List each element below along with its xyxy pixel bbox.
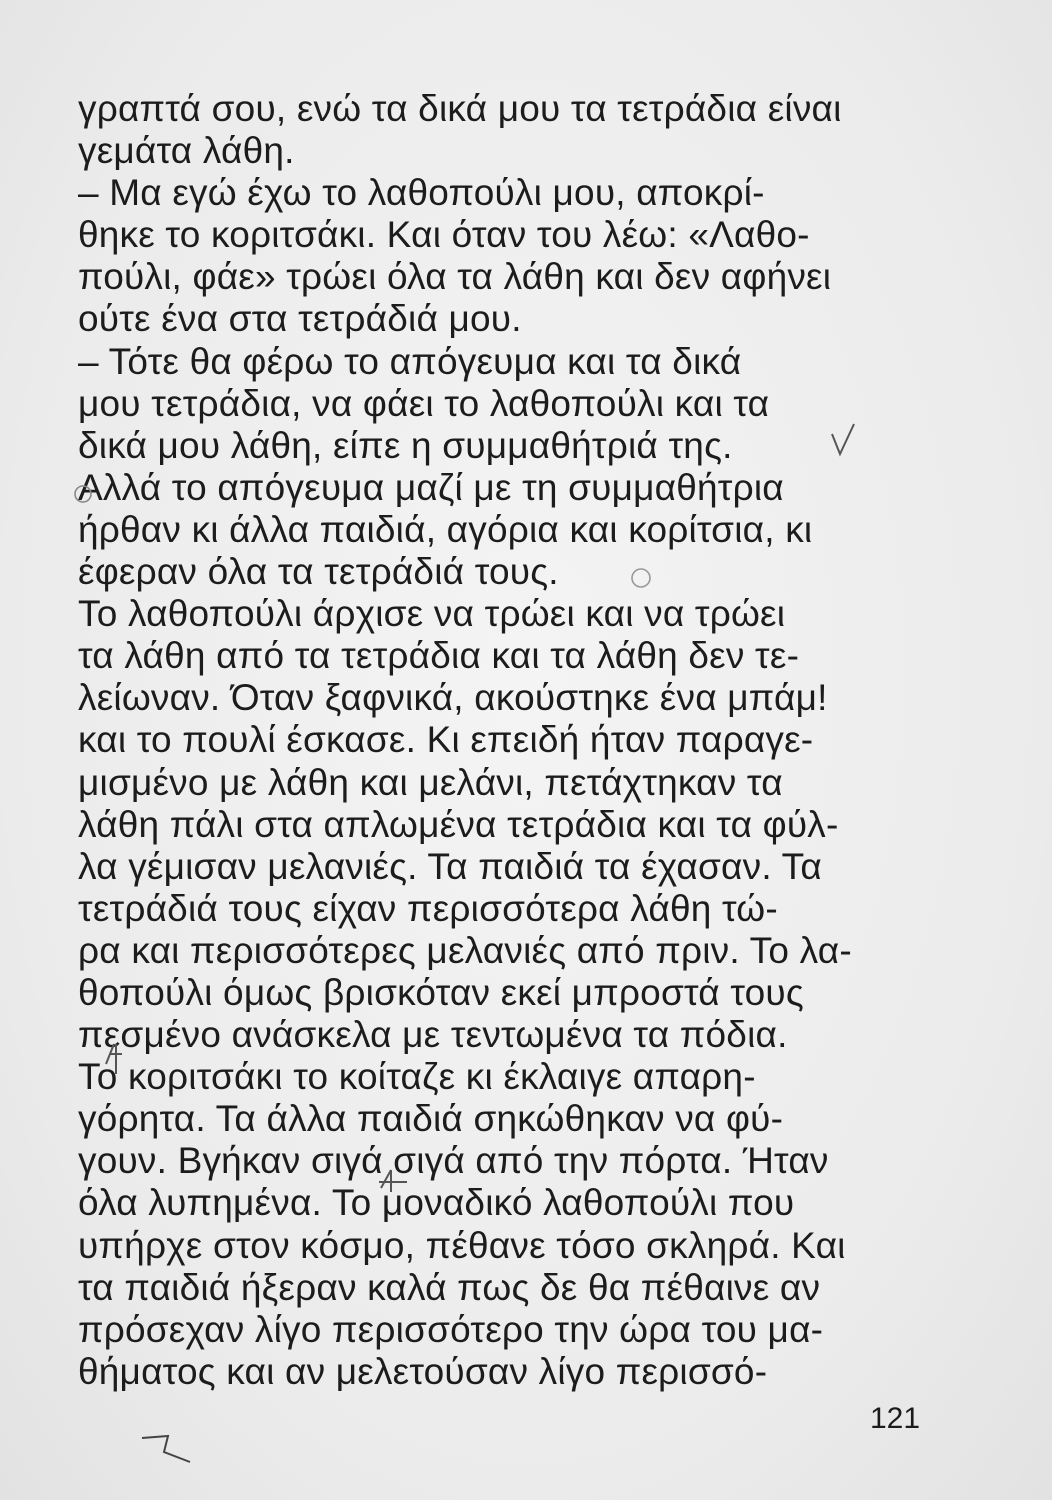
text-line: ήρθαν κι άλλα παιδιά, αγόρια και κορίτσια, κι: [78, 508, 813, 550]
text-line: πεσμένο ανάσκελα με τεντωμένα τα πόδια.: [78, 1014, 788, 1056]
text-line: πρόσεχαν λίγο περισσότερο την ώρα του μα-: [78, 1308, 824, 1350]
text-line: γραπτά σου, ενώ τα δικά μου τα τετράδια είναι: [78, 88, 842, 129]
text-line: θοπούλι όμως βρισκόταν εκεί μπροστά τους: [78, 971, 804, 1013]
text-line: Το λαθοπούλι άρχισε να τρώει και να τρώει: [78, 593, 786, 635]
body-text: [78, 88, 948, 1393]
text-line: τα λάθη από τα τετράδια και τα λάθη δεν τε-: [78, 635, 800, 677]
text-line: μισμένο με λάθη και μελάνι, πετάχτηκαν τα: [78, 761, 783, 803]
text-line: τετράδιά τους είχαν περισσότερα λάθη τώ-: [78, 887, 778, 929]
text-line: Αλλά το απόγευμα μαζί με τη συμμαθήτρια: [78, 466, 784, 508]
text-line: λείωναν. Όταν ξαφνικά, ακούστηκε ένα μπάμ!: [78, 677, 828, 719]
text-line: γόρητα. Τα άλλα παιδιά σηκώθηκαν να φύ-: [78, 1098, 784, 1140]
text-line: λα γέμισαν μελανιές. Τα παιδιά τα έχασαν. Τα: [78, 845, 822, 887]
text-line: γεμάτα λάθη.: [78, 130, 295, 172]
text-line: και το πουλί έσκασε. Κι επειδή ήταν παραγε-: [78, 719, 814, 761]
text-line: – Τότε θα φέρω το απόγευμα και τα δικά: [78, 340, 742, 382]
text-line: τα παιδιά ήξεραν καλά πως δε θα πέθαινε αν: [78, 1266, 821, 1308]
text-line: έφεραν όλα τα τετράδιά τους.: [78, 551, 559, 593]
text-line: πούλι, φάε» τρώει όλα τα λάθη και δεν αφήνει: [78, 256, 832, 298]
text-line: δικά μου λάθη, είπε η συμμαθήτριά της.: [78, 424, 733, 466]
text-line: όλα λυπημένα. Το μοναδικό λαθοπούλι που: [78, 1182, 795, 1224]
text-line: λάθη πάλι στα απλωμένα τετράδια και τα φύλ-: [78, 803, 839, 845]
text-line: γουν. Βγήκαν σιγά σιγά από την πόρτα. Ήταν: [78, 1140, 829, 1182]
text-line: – Μα εγώ έχω το λαθοπούλι μου, αποκρί-: [78, 172, 765, 214]
page-number: 121: [870, 1402, 921, 1435]
text-line: υπήρχε στον κόσμο, πέθανε τόσο σκληρά. Και: [78, 1224, 846, 1266]
text-line: Το κοριτσάκι το κοίταζε κι έκλαιγε απαρη-: [78, 1056, 756, 1098]
text-line: θήματος και αν μελετούσαν λίγο περισσό-: [78, 1350, 768, 1392]
text-line: θηκε το κοριτσάκι. Και όταν του λέω: «Λαθο-: [78, 214, 810, 256]
text-line: μου τετράδια, να φάει το λαθοπούλι και τα: [78, 382, 770, 424]
text-line: ούτε ένα στα τετράδιά μου.: [78, 298, 522, 340]
scribble-mark-icon: [138, 1428, 198, 1468]
text-line: ρα και περισσότερες μελανιές από πριν. Το λα-: [78, 929, 852, 971]
